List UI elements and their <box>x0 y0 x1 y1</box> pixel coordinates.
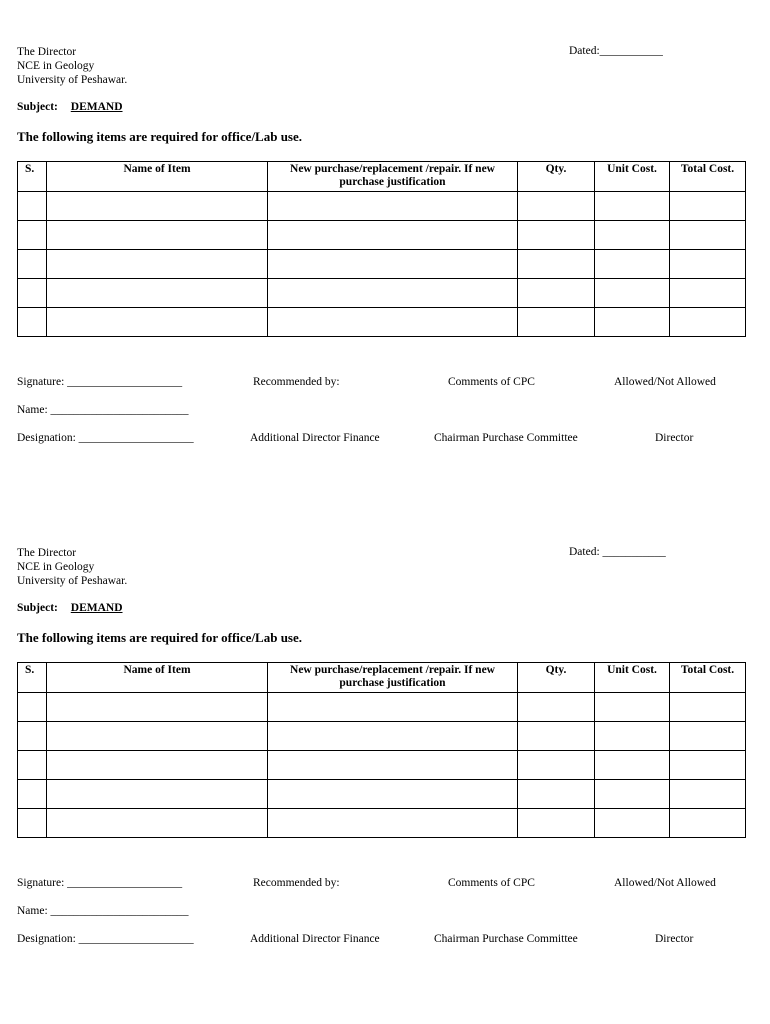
table-cell[interactable] <box>47 192 268 221</box>
table-cell[interactable] <box>595 693 670 722</box>
table-cell[interactable] <box>268 192 518 221</box>
table-row <box>18 279 746 308</box>
table-cell[interactable] <box>670 693 746 722</box>
table-cell[interactable] <box>595 751 670 780</box>
table-row <box>18 693 746 722</box>
table-cell[interactable] <box>518 192 595 221</box>
table-cell[interactable] <box>518 693 595 722</box>
table-row <box>18 722 746 751</box>
col-header-qty: Qty. <box>518 162 595 192</box>
table-cell[interactable] <box>47 279 268 308</box>
table-cell[interactable] <box>518 780 595 809</box>
table-row <box>18 809 746 838</box>
col-header-qty: Qty. <box>518 663 595 693</box>
table-cell[interactable] <box>47 308 268 337</box>
table-row <box>18 221 746 250</box>
table-row <box>18 250 746 279</box>
table-row <box>18 308 746 337</box>
table-cell[interactable] <box>18 780 47 809</box>
table-cell[interactable] <box>268 250 518 279</box>
table-row <box>18 780 746 809</box>
addressee-line: University of Peshawar. <box>17 575 128 587</box>
subject-value: DEMAND <box>70 602 123 614</box>
col-header-total-cost: Total Cost. <box>670 663 746 693</box>
table-cell[interactable] <box>268 693 518 722</box>
table-cell[interactable] <box>47 722 268 751</box>
table-cell[interactable] <box>670 192 746 221</box>
table-cell[interactable] <box>595 192 670 221</box>
table-cell[interactable] <box>670 780 746 809</box>
intro-text: The following items are required for office/Lab use. <box>17 129 303 144</box>
table-cell[interactable] <box>18 693 47 722</box>
items-table <box>17 161 746 337</box>
allowed-status-label: Allowed/Not Allowed <box>614 877 716 889</box>
items-table <box>17 662 746 838</box>
table-cell[interactable] <box>670 751 746 780</box>
col-header-total-cost: Total Cost. <box>670 162 746 192</box>
dated-field[interactable]: Dated:___________ <box>569 45 663 57</box>
table-cell[interactable] <box>595 221 670 250</box>
table-header-row <box>18 162 746 192</box>
table-cell[interactable] <box>595 780 670 809</box>
table-cell[interactable] <box>518 250 595 279</box>
table-cell[interactable] <box>47 250 268 279</box>
table-cell[interactable] <box>518 221 595 250</box>
table-cell[interactable] <box>518 751 595 780</box>
col-header-item-name: Name of Item <box>47 663 268 693</box>
table-cell[interactable] <box>47 221 268 250</box>
col-header-unit-cost: Unit Cost. <box>595 162 670 192</box>
col-header-item-name: Name of Item <box>47 162 268 192</box>
table-cell[interactable] <box>268 722 518 751</box>
table-cell[interactable] <box>670 809 746 838</box>
table-cell[interactable] <box>518 308 595 337</box>
intro-text: The following items are required for office/Lab use. <box>17 630 303 645</box>
table-cell[interactable] <box>18 308 47 337</box>
table-cell[interactable] <box>268 751 518 780</box>
table-cell[interactable] <box>518 279 595 308</box>
addressee-block <box>17 45 127 87</box>
table-cell[interactable] <box>670 250 746 279</box>
signature-field[interactable]: Signature: ____________________ <box>17 376 183 388</box>
table-cell[interactable] <box>18 722 47 751</box>
table-cell[interactable] <box>518 722 595 751</box>
comments-cpc-label: Comments of CPC <box>448 877 535 889</box>
table-cell[interactable] <box>670 221 746 250</box>
designation-field[interactable]: Designation: ____________________ <box>17 933 194 945</box>
col-header-purchase-type: New purchase/replacement /repair. If new purchase justification <box>268 663 518 693</box>
addressee-line: NCE in Geology <box>17 60 95 72</box>
comments-cpc-label: Comments of CPC <box>448 376 535 388</box>
table-cell[interactable] <box>268 780 518 809</box>
addressee-line: The Director <box>17 547 77 559</box>
table-cell[interactable] <box>18 221 47 250</box>
col-header-unit-cost: Unit Cost. <box>595 663 670 693</box>
chairman-label: Chairman Purchase Committee <box>434 933 578 945</box>
recommended-by-label: Recommended by: <box>253 877 340 889</box>
table-cell[interactable] <box>670 722 746 751</box>
table-cell[interactable] <box>47 693 268 722</box>
subject-label: Subject: <box>17 101 58 113</box>
table-header-row <box>18 663 746 693</box>
table-cell[interactable] <box>47 809 268 838</box>
table-cell[interactable] <box>18 192 47 221</box>
designation-field[interactable]: Designation: ____________________ <box>17 432 194 444</box>
table-row <box>18 192 746 221</box>
addressee-line: NCE in Geology <box>17 561 95 573</box>
table-cell[interactable] <box>18 279 47 308</box>
table-cell[interactable] <box>268 308 518 337</box>
director-label: Director <box>655 933 694 945</box>
table-cell[interactable] <box>595 250 670 279</box>
table-cell[interactable] <box>595 279 670 308</box>
table-cell[interactable] <box>518 809 595 838</box>
addressee-line: University of Peshawar. <box>17 74 128 86</box>
table-cell[interactable] <box>268 279 518 308</box>
name-field[interactable]: Name: ________________________ <box>17 404 189 416</box>
subject-line <box>17 101 123 113</box>
addressee-line: The Director <box>17 46 77 58</box>
table-cell[interactable] <box>670 279 746 308</box>
table-cell[interactable] <box>47 751 268 780</box>
addressee-block <box>17 546 127 588</box>
signature-field[interactable]: Signature: ____________________ <box>17 877 183 889</box>
recommended-by-label: Recommended by: <box>253 376 340 388</box>
col-header-purchase-type: New purchase/replacement /repair. If new purchase justification <box>268 162 518 192</box>
director-label: Director <box>655 432 694 444</box>
subject-line <box>17 602 123 614</box>
table-cell[interactable] <box>18 250 47 279</box>
table-cell[interactable] <box>18 751 47 780</box>
table-cell[interactable] <box>670 308 746 337</box>
subject-value: DEMAND <box>70 101 123 113</box>
table-cell[interactable] <box>595 308 670 337</box>
table-row <box>18 751 746 780</box>
name-field[interactable]: Name: ________________________ <box>17 905 189 917</box>
col-header-serial: S. <box>18 663 47 693</box>
table-cell[interactable] <box>47 780 268 809</box>
col-header-serial: S. <box>18 162 47 192</box>
table-cell[interactable] <box>18 809 47 838</box>
table-cell[interactable] <box>268 809 518 838</box>
table-cell[interactable] <box>268 221 518 250</box>
dated-field[interactable]: Dated: ___________ <box>569 546 666 558</box>
table-cell[interactable] <box>595 809 670 838</box>
additional-director-label: Additional Director Finance <box>250 432 380 444</box>
allowed-status-label: Allowed/Not Allowed <box>614 376 716 388</box>
chairman-label: Chairman Purchase Committee <box>434 432 578 444</box>
subject-label: Subject: <box>17 602 58 614</box>
additional-director-label: Additional Director Finance <box>250 933 380 945</box>
table-cell[interactable] <box>595 722 670 751</box>
